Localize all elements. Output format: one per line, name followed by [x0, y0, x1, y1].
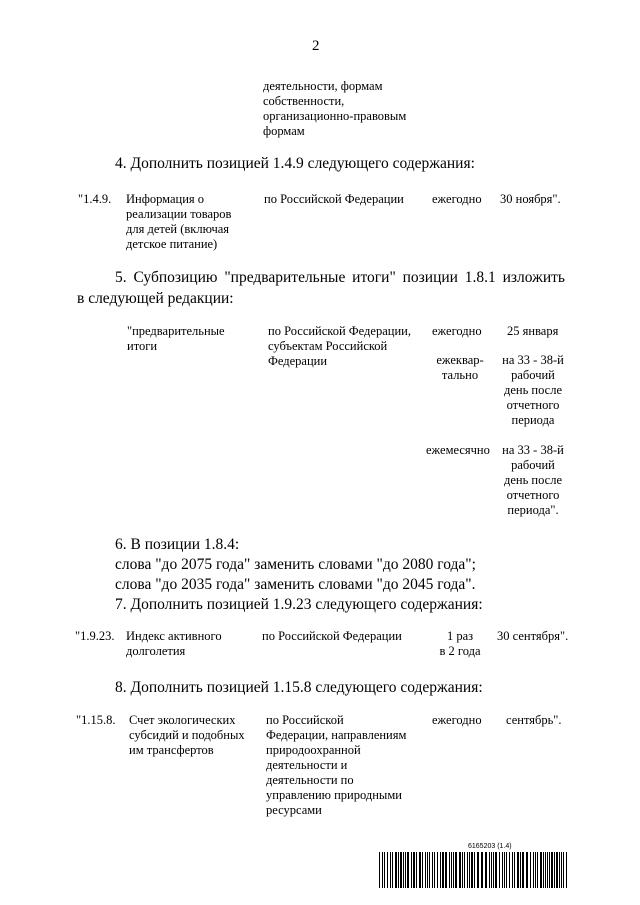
scope-line: по Российской Федерации, — [268, 324, 411, 338]
carryover-line: формам — [263, 124, 305, 138]
row-date: 30 ноября". — [500, 192, 561, 206]
row-name-line: Индекс активного — [126, 629, 222, 643]
document-code: 6165203 (1.4) — [468, 843, 512, 850]
row-date: 30 сентября". — [497, 629, 569, 643]
carryover-line: организационно-правовым — [263, 109, 407, 123]
date-line: периода — [511, 413, 555, 427]
period-line: ежегодно — [432, 324, 482, 338]
row-name-line: для детей (включая — [126, 222, 230, 236]
item-6-heading: 6. В позиции 1.8.4: — [115, 536, 240, 553]
row-period: ежегодно — [432, 713, 482, 727]
row-name-line: долголетия — [126, 644, 186, 658]
date-line: день после — [503, 473, 562, 487]
period-line: ежемесячно — [426, 443, 490, 457]
date-line: рабочий — [511, 368, 555, 382]
item-6-line1: слова "до 2075 года" заменить словами "до 2080 года"; — [115, 556, 476, 573]
row-scope-line: ресурсами — [266, 803, 322, 817]
name-line: "предварительные — [127, 324, 225, 338]
row-period-line: 1 раз — [446, 629, 474, 643]
date-line: день после — [503, 383, 562, 397]
date-line: отчетного — [506, 488, 560, 502]
row-code: "1.4.9. — [78, 192, 112, 206]
row-scope-line: управлению природными — [266, 788, 402, 802]
carryover-line: деятельности, формам — [263, 79, 383, 93]
item-7-heading: 7. Дополнить позицией 1.9.23 следующего содержания: — [115, 596, 483, 613]
item-6-line2: слова "до 2035 года" заменить словами "до 2045 года". — [115, 576, 476, 593]
barcode — [379, 852, 570, 888]
carryover-line: собственности, — [263, 94, 345, 108]
page-number: 2 — [312, 38, 320, 54]
row-scope-line: по Российской — [266, 713, 344, 727]
item-8-heading: 8. Дополнить позицией 1.15.8 следующего содержания: — [115, 679, 483, 696]
row-scope: по Российской Федерации — [264, 192, 404, 206]
date-line: на 33 - 38-й — [502, 353, 564, 367]
row-scope-line: Федерации, направлениям — [266, 728, 407, 742]
item-5-heading-line2: в следующей редакции: — [77, 290, 234, 307]
date-line: отчетного — [506, 398, 560, 412]
row-scope-line: деятельности по — [266, 773, 354, 787]
scope-line: Федерации — [268, 354, 328, 368]
date-line: рабочий — [511, 458, 555, 472]
name-line: итоги — [127, 339, 158, 353]
row-date: сентябрь". — [506, 713, 562, 727]
period-line: тально — [441, 368, 479, 382]
row-name-line: детское питание) — [126, 237, 218, 251]
item-5-heading-line1: 5. Субпозицию "предварительные итоги" позиции 1.8.1 изложить — [115, 269, 565, 286]
row-scope-line: деятельности и — [266, 758, 348, 772]
item-4-heading: 4. Дополнить позицией 1.4.9 следующего содержания: — [115, 155, 475, 172]
row-scope-line: природоохранной — [266, 743, 361, 757]
row-name-line: Счет экологических — [129, 713, 236, 727]
row-name-line: субсидий и подобных — [129, 728, 245, 742]
date-line: периода". — [507, 503, 559, 517]
scope-line: субъектам Российской — [268, 339, 388, 353]
row-code: "1.15.8. — [76, 713, 116, 727]
period-line: ежеквар- — [436, 353, 484, 367]
date-line: 25 января — [507, 324, 559, 338]
row-name-line: Информация о — [126, 192, 205, 206]
row-code: "1.9.23. — [75, 629, 115, 643]
row-name-line: реализации товаров — [126, 207, 232, 221]
date-line: на 33 - 38-й — [502, 443, 564, 457]
row-scope: по Российской Федерации — [262, 629, 402, 643]
row-period: ежегодно — [432, 192, 482, 206]
row-period-line: в 2 года — [439, 644, 481, 658]
row-name-line: им трансфертов — [129, 743, 214, 757]
